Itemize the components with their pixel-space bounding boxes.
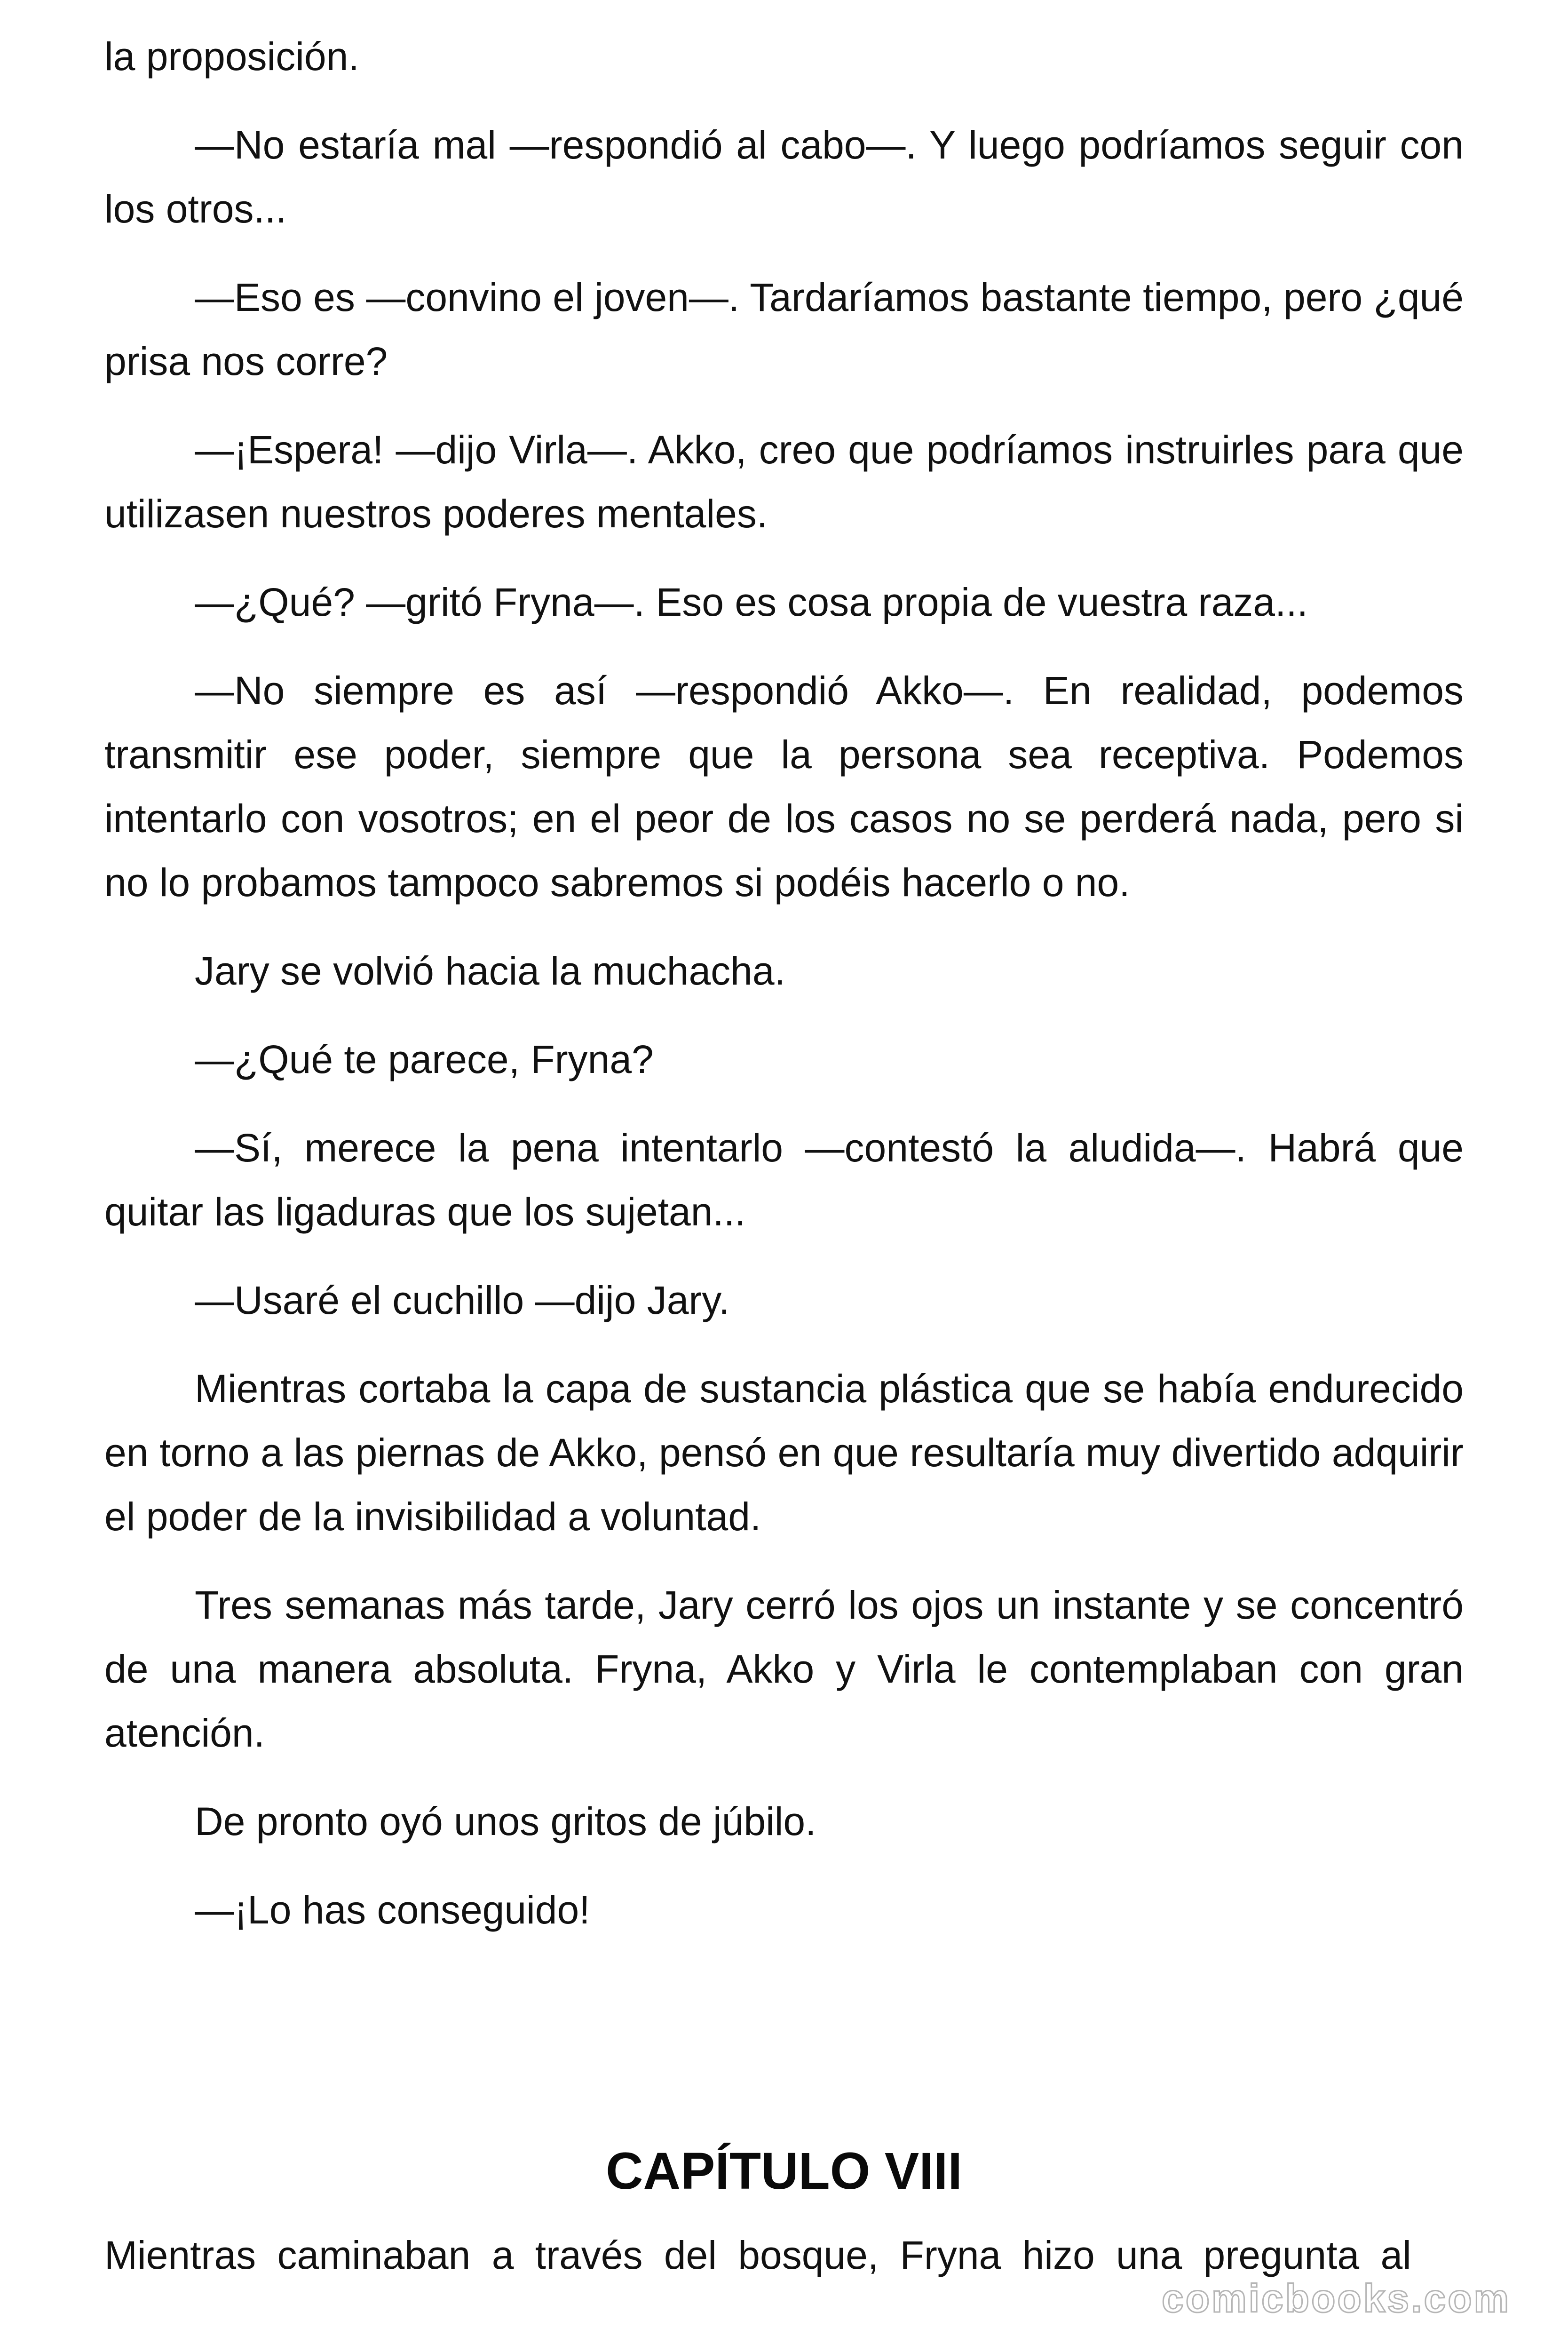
paragraph: —No siempre es así —respondió Akko—. En realidad, podemos transmitir ese poder, siempre que la persona sea receptiva. Podemos intentarlo con vosotros; en el peor de los casos no se perderá nada, pero si no lo probamos tampoco sabremos si podéis hacerlo o no. [104, 668, 1464, 905]
paragraph-continuation: la proposición. [104, 34, 359, 79]
paragraph: —No estaría mal —respondió al cabo—. Y luego podríamos seguir con los otros... [104, 123, 1464, 231]
paragraph: —¿Qué? —gritó Fryna—. Eso es cosa propia de vuestra raza... [195, 580, 1308, 624]
paragraph: Jary se volvió hacia la muchacha. [195, 949, 785, 993]
paragraph: —¡Espera! —dijo Virla—. Akko, creo que podríamos instruirles para que utilizasen nuestros poderes mentales. [104, 428, 1464, 536]
chapter-spacer [104, 1966, 1464, 2138]
paragraph: Mientras cortaba la capa de sustancia plástica que se había endurecido en torno a las piernas de Akko, pensó en que resultaría muy divertido adquirir el poder de la invisibilidad a voluntad. [104, 1367, 1464, 1539]
paragraph: —¿Qué te parece, Fryna? [195, 1037, 654, 1081]
chapter-first-line: Mientras caminaban a través del bosque, Fryna hizo una pregunta al [104, 2233, 1411, 2277]
paragraph: —Sí, merece la pena intentarlo —contestó la aludida—. Habrá que quitar las ligaduras que los sujetan... [104, 1126, 1464, 1234]
chapter-title: CAPÍTULO VIII [606, 2142, 962, 2200]
text-column [104, 24, 1464, 2312]
paragraph: —Eso es —convino el joven—. Tardaríamos bastante tiempo, pero ¿qué prisa nos corre? [104, 275, 1464, 383]
watermark-logo: comicbooks.com [1162, 2276, 1511, 2320]
paragraph: —¡Lo has conseguido! [195, 1888, 590, 1932]
paragraph: De pronto oyó unos gritos de júbilo. [195, 1799, 816, 1843]
paragraph: Tres semanas más tarde, Jary cerró los ojos un instante y se concentró de una manera absoluta. Fryna, Akko y Virla le contemplaban con gran atención. [104, 1583, 1464, 1755]
paragraph: —Usaré el cuchillo —dijo Jary. [195, 1278, 730, 1322]
